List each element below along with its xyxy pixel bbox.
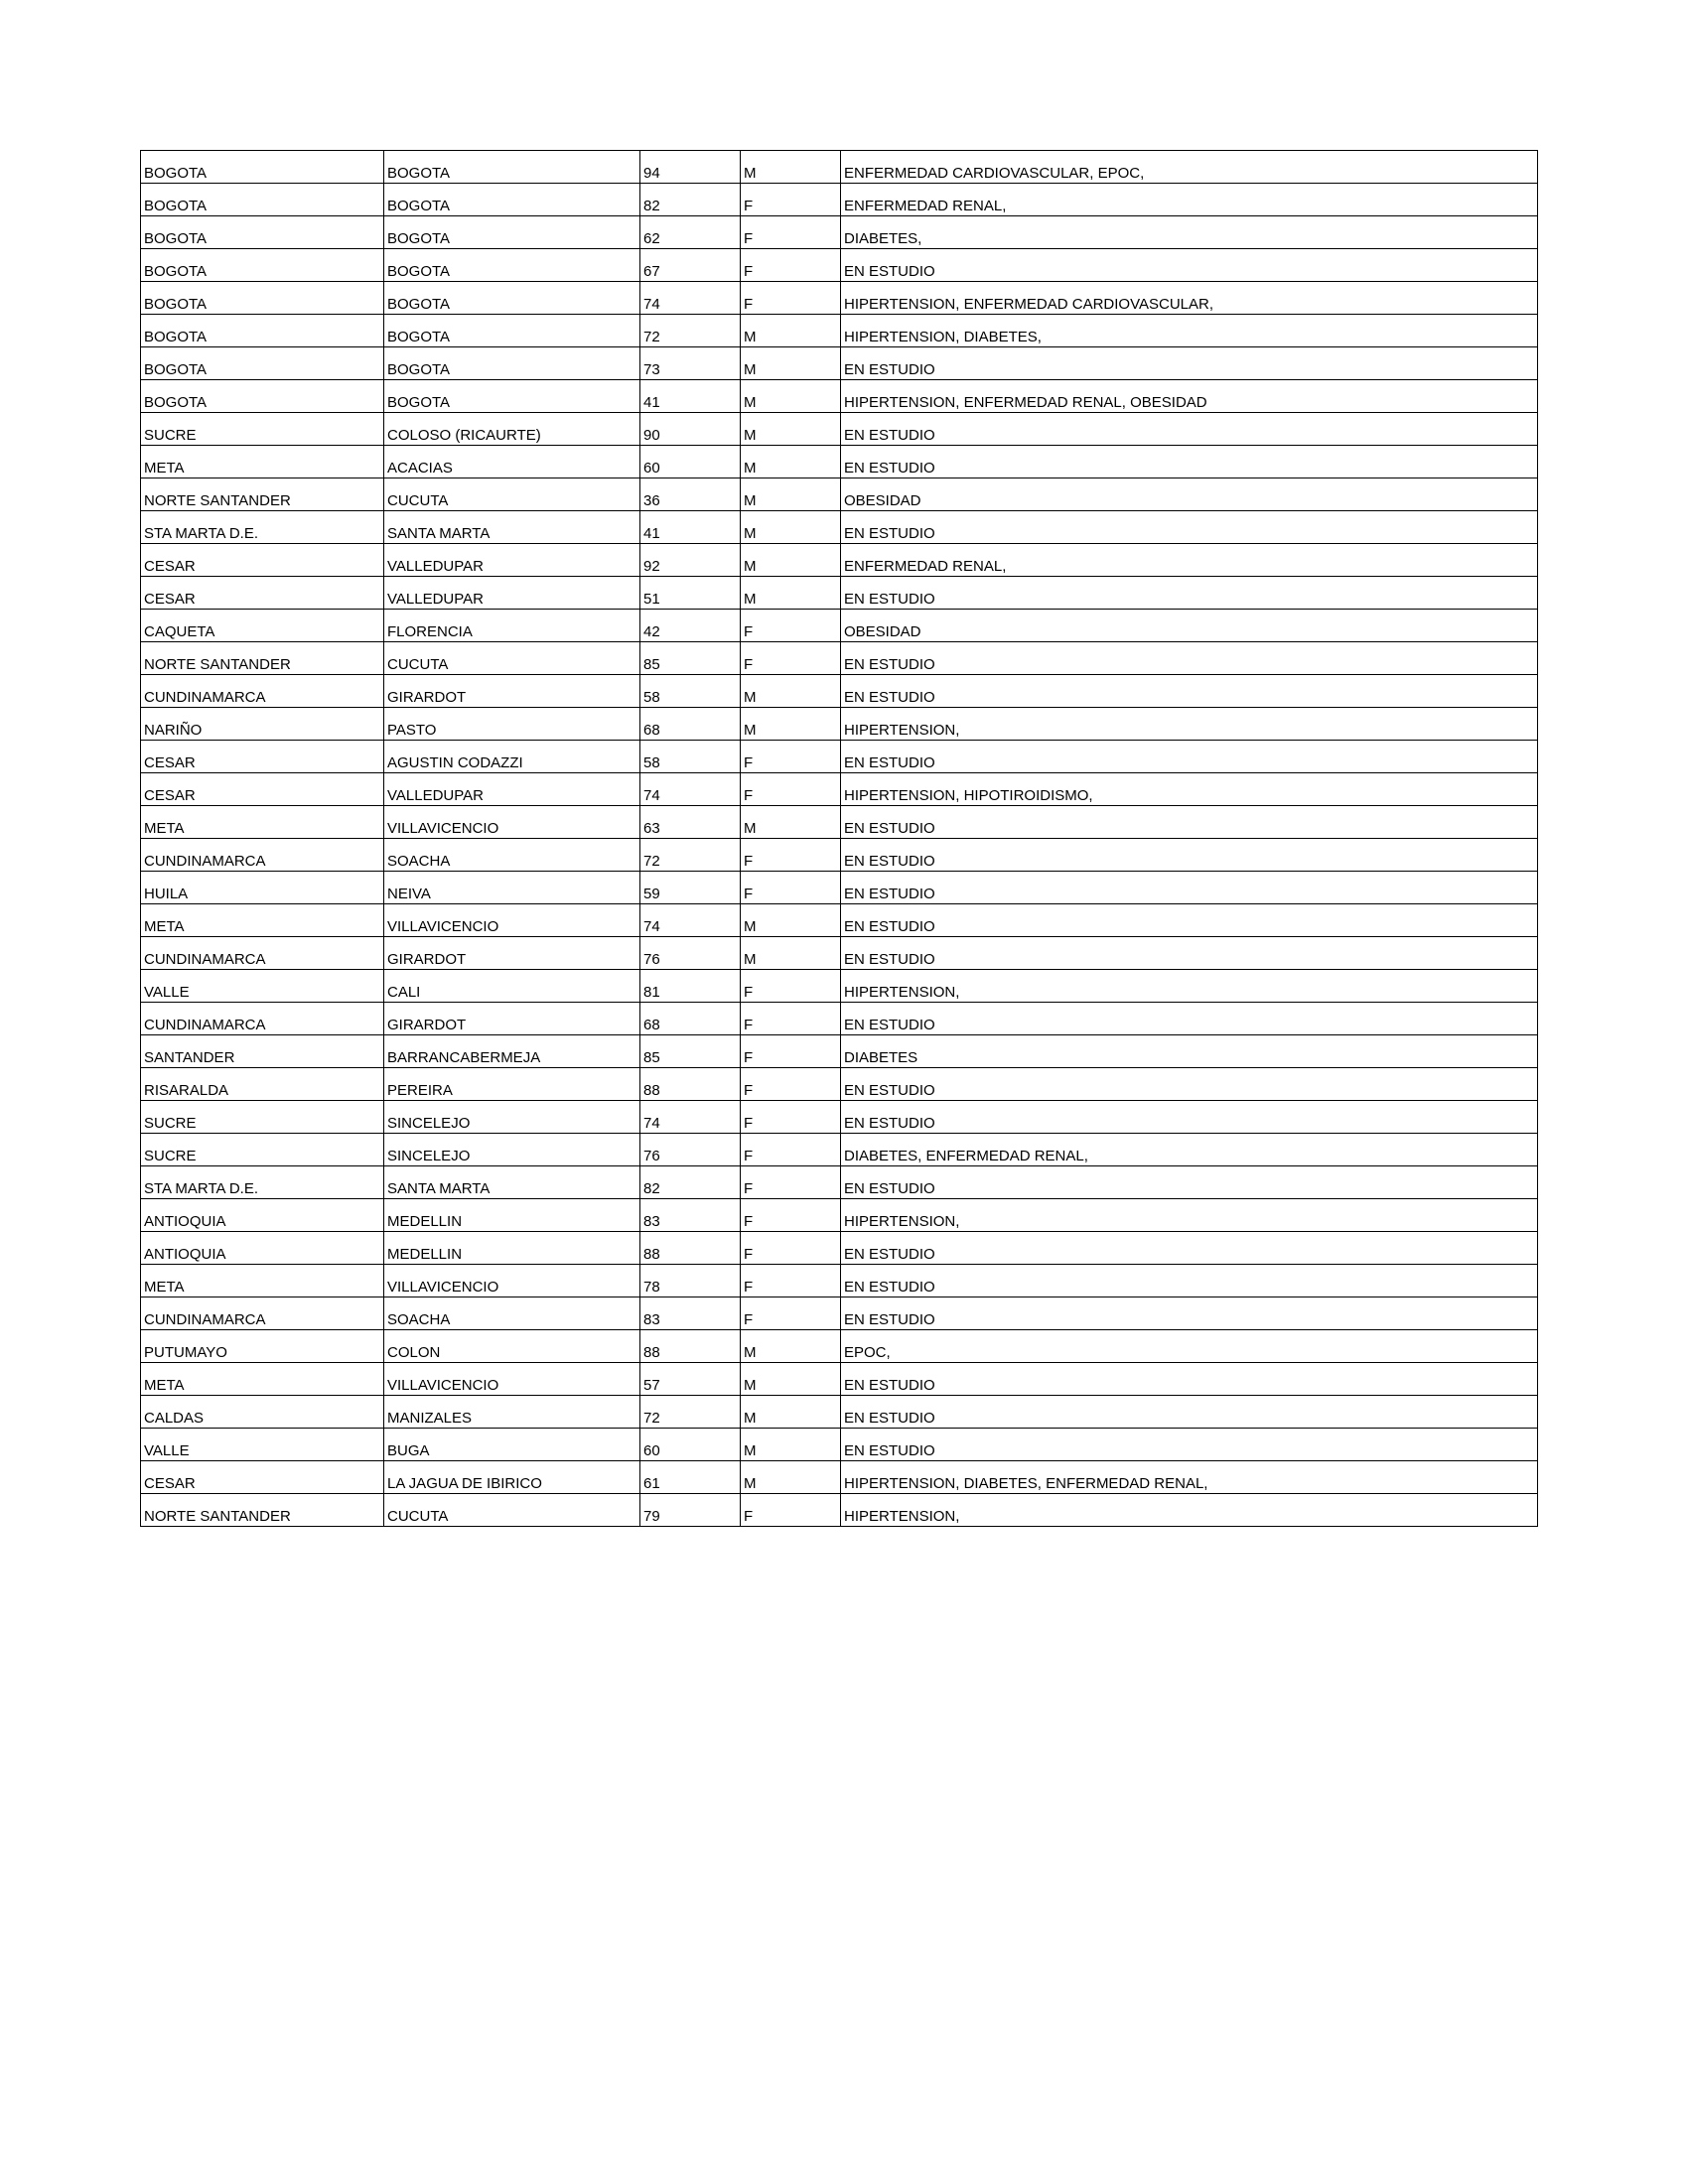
city-cell: SINCELEJO bbox=[384, 1134, 640, 1166]
table-row bbox=[141, 937, 1538, 970]
department-cell: STA MARTA D.E. bbox=[141, 1166, 384, 1199]
department-cell: BOGOTA bbox=[141, 216, 384, 249]
condition-cell: EN ESTUDIO bbox=[841, 642, 1538, 675]
table-row bbox=[141, 1330, 1538, 1363]
sex-cell: M bbox=[741, 904, 841, 937]
city-cell: COLOSO (RICAURTE) bbox=[384, 413, 640, 446]
city-cell: PEREIRA bbox=[384, 1068, 640, 1101]
sex-cell: M bbox=[741, 478, 841, 511]
age-cell: 76 bbox=[640, 937, 741, 970]
sex-cell: F bbox=[741, 1494, 841, 1527]
city-cell: NEIVA bbox=[384, 872, 640, 904]
table-row bbox=[141, 773, 1538, 806]
city-cell: BOGOTA bbox=[384, 184, 640, 216]
city-cell: MEDELLIN bbox=[384, 1232, 640, 1265]
city-cell: BOGOTA bbox=[384, 347, 640, 380]
city-cell: VILLAVICENCIO bbox=[384, 806, 640, 839]
sex-cell: M bbox=[741, 544, 841, 577]
condition-cell: EN ESTUDIO bbox=[841, 1101, 1538, 1134]
table-row bbox=[141, 184, 1538, 216]
table-body bbox=[141, 151, 1538, 1527]
department-cell: VALLE bbox=[141, 1429, 384, 1461]
city-cell: VALLEDUPAR bbox=[384, 544, 640, 577]
age-cell: 78 bbox=[640, 1265, 741, 1297]
department-cell: BOGOTA bbox=[141, 184, 384, 216]
city-cell: AGUSTIN CODAZZI bbox=[384, 741, 640, 773]
table-row bbox=[141, 1166, 1538, 1199]
condition-cell: HIPERTENSION, bbox=[841, 708, 1538, 741]
table-row bbox=[141, 1396, 1538, 1429]
table-row bbox=[141, 380, 1538, 413]
table-row bbox=[141, 1003, 1538, 1035]
age-cell: 90 bbox=[640, 413, 741, 446]
department-cell: CUNDINAMARCA bbox=[141, 1297, 384, 1330]
city-cell: BOGOTA bbox=[384, 249, 640, 282]
table-row bbox=[141, 970, 1538, 1003]
condition-cell: HIPERTENSION, DIABETES, ENFERMEDAD RENAL, bbox=[841, 1461, 1538, 1494]
department-cell: META bbox=[141, 806, 384, 839]
age-cell: 74 bbox=[640, 904, 741, 937]
city-cell: VILLAVICENCIO bbox=[384, 1363, 640, 1396]
sex-cell: M bbox=[741, 446, 841, 478]
city-cell: BOGOTA bbox=[384, 315, 640, 347]
condition-cell: HIPERTENSION, bbox=[841, 1494, 1538, 1527]
age-cell: 73 bbox=[640, 347, 741, 380]
age-cell: 59 bbox=[640, 872, 741, 904]
condition-cell: EN ESTUDIO bbox=[841, 249, 1538, 282]
city-cell: SOACHA bbox=[384, 839, 640, 872]
department-cell: CESAR bbox=[141, 544, 384, 577]
city-cell: PASTO bbox=[384, 708, 640, 741]
department-cell: CUNDINAMARCA bbox=[141, 839, 384, 872]
age-cell: 41 bbox=[640, 380, 741, 413]
city-cell: GIRARDOT bbox=[384, 1003, 640, 1035]
table-row bbox=[141, 1199, 1538, 1232]
condition-cell: EN ESTUDIO bbox=[841, 675, 1538, 708]
sex-cell: F bbox=[741, 773, 841, 806]
sex-cell: M bbox=[741, 380, 841, 413]
city-cell: VALLEDUPAR bbox=[384, 773, 640, 806]
age-cell: 51 bbox=[640, 577, 741, 610]
condition-cell: OBESIDAD bbox=[841, 478, 1538, 511]
condition-cell: HIPERTENSION, ENFERMEDAD RENAL, OBESIDAD bbox=[841, 380, 1538, 413]
city-cell: SANTA MARTA bbox=[384, 1166, 640, 1199]
condition-cell: EN ESTUDIO bbox=[841, 446, 1538, 478]
department-cell: BOGOTA bbox=[141, 249, 384, 282]
sex-cell: M bbox=[741, 413, 841, 446]
table-row bbox=[141, 839, 1538, 872]
age-cell: 68 bbox=[640, 1003, 741, 1035]
department-cell: CALDAS bbox=[141, 1396, 384, 1429]
condition-cell: OBESIDAD bbox=[841, 610, 1538, 642]
sex-cell: M bbox=[741, 1429, 841, 1461]
condition-cell: EN ESTUDIO bbox=[841, 1363, 1538, 1396]
city-cell: VILLAVICENCIO bbox=[384, 904, 640, 937]
table-row bbox=[141, 1232, 1538, 1265]
table-row bbox=[141, 1101, 1538, 1134]
city-cell: COLON bbox=[384, 1330, 640, 1363]
age-cell: 85 bbox=[640, 1035, 741, 1068]
age-cell: 57 bbox=[640, 1363, 741, 1396]
sex-cell: M bbox=[741, 511, 841, 544]
data-table bbox=[140, 150, 1538, 1527]
condition-cell: EN ESTUDIO bbox=[841, 1265, 1538, 1297]
department-cell: ANTIOQUIA bbox=[141, 1199, 384, 1232]
department-cell: CUNDINAMARCA bbox=[141, 937, 384, 970]
city-cell: VILLAVICENCIO bbox=[384, 1265, 640, 1297]
table-row bbox=[141, 872, 1538, 904]
sex-cell: F bbox=[741, 642, 841, 675]
age-cell: 62 bbox=[640, 216, 741, 249]
table-row bbox=[141, 1461, 1538, 1494]
age-cell: 88 bbox=[640, 1330, 741, 1363]
department-cell: PUTUMAYO bbox=[141, 1330, 384, 1363]
sex-cell: F bbox=[741, 1265, 841, 1297]
age-cell: 81 bbox=[640, 970, 741, 1003]
table-row bbox=[141, 642, 1538, 675]
city-cell: CUCUTA bbox=[384, 642, 640, 675]
age-cell: 67 bbox=[640, 249, 741, 282]
condition-cell: HIPERTENSION, HIPOTIROIDISMO, bbox=[841, 773, 1538, 806]
table-row bbox=[141, 806, 1538, 839]
department-cell: CESAR bbox=[141, 773, 384, 806]
city-cell: VALLEDUPAR bbox=[384, 577, 640, 610]
age-cell: 60 bbox=[640, 446, 741, 478]
sex-cell: M bbox=[741, 347, 841, 380]
age-cell: 88 bbox=[640, 1068, 741, 1101]
table-row bbox=[141, 610, 1538, 642]
condition-cell: EN ESTUDIO bbox=[841, 1396, 1538, 1429]
age-cell: 82 bbox=[640, 184, 741, 216]
sex-cell: F bbox=[741, 1003, 841, 1035]
city-cell: BOGOTA bbox=[384, 216, 640, 249]
condition-cell: EN ESTUDIO bbox=[841, 1166, 1538, 1199]
condition-cell: HIPERTENSION, DIABETES, bbox=[841, 315, 1538, 347]
department-cell: ANTIOQUIA bbox=[141, 1232, 384, 1265]
city-cell: ACACIAS bbox=[384, 446, 640, 478]
city-cell: MEDELLIN bbox=[384, 1199, 640, 1232]
table-row bbox=[141, 708, 1538, 741]
department-cell: VALLE bbox=[141, 970, 384, 1003]
table-row bbox=[141, 478, 1538, 511]
department-cell: CESAR bbox=[141, 577, 384, 610]
sex-cell: F bbox=[741, 184, 841, 216]
age-cell: 41 bbox=[640, 511, 741, 544]
city-cell: GIRARDOT bbox=[384, 937, 640, 970]
table-row bbox=[141, 741, 1538, 773]
condition-cell: EN ESTUDIO bbox=[841, 872, 1538, 904]
condition-cell: ENFERMEDAD CARDIOVASCULAR, EPOC, bbox=[841, 151, 1538, 184]
condition-cell: HIPERTENSION, bbox=[841, 970, 1538, 1003]
department-cell: NORTE SANTANDER bbox=[141, 642, 384, 675]
city-cell: BOGOTA bbox=[384, 151, 640, 184]
age-cell: 94 bbox=[640, 151, 741, 184]
table-row bbox=[141, 1429, 1538, 1461]
table-row bbox=[141, 446, 1538, 478]
age-cell: 92 bbox=[640, 544, 741, 577]
condition-cell: HIPERTENSION, bbox=[841, 1199, 1538, 1232]
sex-cell: F bbox=[741, 610, 841, 642]
sex-cell: F bbox=[741, 872, 841, 904]
condition-cell: DIABETES, ENFERMEDAD RENAL, bbox=[841, 1134, 1538, 1166]
city-cell: GIRARDOT bbox=[384, 675, 640, 708]
condition-cell: ENFERMEDAD RENAL, bbox=[841, 544, 1538, 577]
condition-cell: EN ESTUDIO bbox=[841, 839, 1538, 872]
city-cell: FLORENCIA bbox=[384, 610, 640, 642]
department-cell: CUNDINAMARCA bbox=[141, 1003, 384, 1035]
condition-cell: EPOC, bbox=[841, 1330, 1538, 1363]
sex-cell: F bbox=[741, 1232, 841, 1265]
age-cell: 61 bbox=[640, 1461, 741, 1494]
sex-cell: F bbox=[741, 249, 841, 282]
condition-cell: EN ESTUDIO bbox=[841, 904, 1538, 937]
department-cell: NARIÑO bbox=[141, 708, 384, 741]
city-cell: SINCELEJO bbox=[384, 1101, 640, 1134]
age-cell: 74 bbox=[640, 282, 741, 315]
table-row bbox=[141, 413, 1538, 446]
age-cell: 42 bbox=[640, 610, 741, 642]
table-row bbox=[141, 347, 1538, 380]
age-cell: 68 bbox=[640, 708, 741, 741]
age-cell: 83 bbox=[640, 1297, 741, 1330]
condition-cell: EN ESTUDIO bbox=[841, 937, 1538, 970]
city-cell: BOGOTA bbox=[384, 380, 640, 413]
age-cell: 82 bbox=[640, 1166, 741, 1199]
age-cell: 72 bbox=[640, 1396, 741, 1429]
city-cell: CALI bbox=[384, 970, 640, 1003]
condition-cell: EN ESTUDIO bbox=[841, 1232, 1538, 1265]
department-cell: BOGOTA bbox=[141, 151, 384, 184]
department-cell: NORTE SANTANDER bbox=[141, 1494, 384, 1527]
sex-cell: F bbox=[741, 1199, 841, 1232]
age-cell: 74 bbox=[640, 773, 741, 806]
table-row bbox=[141, 1494, 1538, 1527]
department-cell: META bbox=[141, 1363, 384, 1396]
table-row bbox=[141, 577, 1538, 610]
condition-cell: EN ESTUDIO bbox=[841, 1003, 1538, 1035]
age-cell: 36 bbox=[640, 478, 741, 511]
city-cell: SOACHA bbox=[384, 1297, 640, 1330]
sex-cell: M bbox=[741, 151, 841, 184]
condition-cell: EN ESTUDIO bbox=[841, 741, 1538, 773]
sex-cell: M bbox=[741, 708, 841, 741]
condition-cell: EN ESTUDIO bbox=[841, 1429, 1538, 1461]
sex-cell: F bbox=[741, 1068, 841, 1101]
sex-cell: M bbox=[741, 675, 841, 708]
department-cell: HUILA bbox=[141, 872, 384, 904]
department-cell: SUCRE bbox=[141, 413, 384, 446]
sex-cell: F bbox=[741, 1035, 841, 1068]
department-cell: SUCRE bbox=[141, 1101, 384, 1134]
department-cell: BOGOTA bbox=[141, 282, 384, 315]
city-cell: BUGA bbox=[384, 1429, 640, 1461]
table-row bbox=[141, 904, 1538, 937]
condition-cell: ENFERMEDAD RENAL, bbox=[841, 184, 1538, 216]
table-row bbox=[141, 1363, 1538, 1396]
condition-cell: EN ESTUDIO bbox=[841, 347, 1538, 380]
sex-cell: M bbox=[741, 577, 841, 610]
table-row bbox=[141, 1297, 1538, 1330]
condition-cell: EN ESTUDIO bbox=[841, 511, 1538, 544]
condition-cell: EN ESTUDIO bbox=[841, 1068, 1538, 1101]
table-row bbox=[141, 1134, 1538, 1166]
table-row bbox=[141, 282, 1538, 315]
sex-cell: F bbox=[741, 216, 841, 249]
sex-cell: F bbox=[741, 1134, 841, 1166]
department-cell: RISARALDA bbox=[141, 1068, 384, 1101]
sex-cell: M bbox=[741, 1363, 841, 1396]
table-row bbox=[141, 315, 1538, 347]
table-row bbox=[141, 249, 1538, 282]
sex-cell: M bbox=[741, 937, 841, 970]
table-row bbox=[141, 216, 1538, 249]
table-row bbox=[141, 544, 1538, 577]
age-cell: 58 bbox=[640, 741, 741, 773]
city-cell: LA JAGUA DE IBIRICO bbox=[384, 1461, 640, 1494]
city-cell: BARRANCABERMEJA bbox=[384, 1035, 640, 1068]
condition-cell: EN ESTUDIO bbox=[841, 577, 1538, 610]
sex-cell: M bbox=[741, 1330, 841, 1363]
city-cell: CUCUTA bbox=[384, 1494, 640, 1527]
department-cell: META bbox=[141, 1265, 384, 1297]
condition-cell: EN ESTUDIO bbox=[841, 1297, 1538, 1330]
department-cell: CUNDINAMARCA bbox=[141, 675, 384, 708]
sex-cell: F bbox=[741, 741, 841, 773]
sex-cell: F bbox=[741, 1101, 841, 1134]
table-row bbox=[141, 1068, 1538, 1101]
department-cell: SUCRE bbox=[141, 1134, 384, 1166]
sex-cell: M bbox=[741, 315, 841, 347]
condition-cell: HIPERTENSION, ENFERMEDAD CARDIOVASCULAR, bbox=[841, 282, 1538, 315]
department-cell: CESAR bbox=[141, 1461, 384, 1494]
table-row bbox=[141, 1265, 1538, 1297]
age-cell: 76 bbox=[640, 1134, 741, 1166]
department-cell: BOGOTA bbox=[141, 347, 384, 380]
condition-cell: EN ESTUDIO bbox=[841, 806, 1538, 839]
sex-cell: F bbox=[741, 839, 841, 872]
age-cell: 88 bbox=[640, 1232, 741, 1265]
sex-cell: F bbox=[741, 282, 841, 315]
department-cell: BOGOTA bbox=[141, 380, 384, 413]
department-cell: SANTANDER bbox=[141, 1035, 384, 1068]
city-cell: CUCUTA bbox=[384, 478, 640, 511]
department-cell: META bbox=[141, 446, 384, 478]
city-cell: MANIZALES bbox=[384, 1396, 640, 1429]
sex-cell: M bbox=[741, 806, 841, 839]
age-cell: 63 bbox=[640, 806, 741, 839]
department-cell: NORTE SANTANDER bbox=[141, 478, 384, 511]
sex-cell: F bbox=[741, 970, 841, 1003]
city-cell: BOGOTA bbox=[384, 282, 640, 315]
table-row bbox=[141, 511, 1538, 544]
sex-cell: M bbox=[741, 1396, 841, 1429]
table-row bbox=[141, 1035, 1538, 1068]
condition-cell: DIABETES, bbox=[841, 216, 1538, 249]
sex-cell: F bbox=[741, 1166, 841, 1199]
department-cell: CESAR bbox=[141, 741, 384, 773]
age-cell: 58 bbox=[640, 675, 741, 708]
sex-cell: M bbox=[741, 1461, 841, 1494]
age-cell: 79 bbox=[640, 1494, 741, 1527]
age-cell: 72 bbox=[640, 315, 741, 347]
department-cell: BOGOTA bbox=[141, 315, 384, 347]
age-cell: 60 bbox=[640, 1429, 741, 1461]
age-cell: 83 bbox=[640, 1199, 741, 1232]
condition-cell: EN ESTUDIO bbox=[841, 413, 1538, 446]
age-cell: 72 bbox=[640, 839, 741, 872]
table-row bbox=[141, 151, 1538, 184]
table-row bbox=[141, 675, 1538, 708]
department-cell: META bbox=[141, 904, 384, 937]
age-cell: 85 bbox=[640, 642, 741, 675]
city-cell: SANTA MARTA bbox=[384, 511, 640, 544]
sex-cell: F bbox=[741, 1297, 841, 1330]
department-cell: CAQUETA bbox=[141, 610, 384, 642]
department-cell: STA MARTA D.E. bbox=[141, 511, 384, 544]
condition-cell: DIABETES bbox=[841, 1035, 1538, 1068]
document-page bbox=[140, 150, 1537, 1527]
age-cell: 74 bbox=[640, 1101, 741, 1134]
